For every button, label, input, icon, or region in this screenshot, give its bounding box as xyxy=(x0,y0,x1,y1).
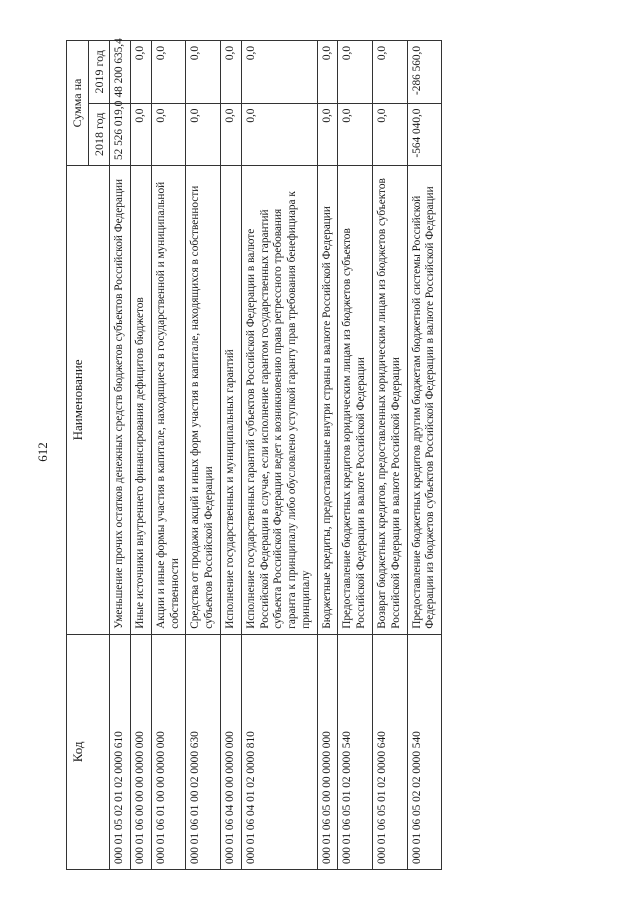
row-value-2018: 52 526 019,0 xyxy=(110,103,131,166)
row-value-2019: 0,0 xyxy=(338,41,373,104)
row-value-2019: 0,0 xyxy=(131,41,152,104)
row-value-2018: 0,0 xyxy=(317,103,338,166)
row-value-2018: 0,0 xyxy=(186,103,221,166)
row-value-2018: 0,0 xyxy=(220,103,241,166)
row-name: Предоставление бюджетных кредитов другим бюджетам бюджетной системы Российской Федерации из бюджетов субъектов Российской Федерации в валюте Российской Федерации xyxy=(407,166,442,635)
row-name: Исполнение государственных гарантий субъектов Российской Федерации в валюте Российской Федерации в случае, если исполнение гарантом государственных гарантий субъекта Российской Федерации ведет к возникновению права регрессного требования гаранта к принципалу либо обусловлено уступкой гаранту прав требования бенефициара к принципалу xyxy=(241,166,317,635)
row-value-2019: 0,0 xyxy=(241,41,317,104)
table-row xyxy=(338,41,373,870)
row-code: 000 01 06 01 00 02 0000 630 xyxy=(186,634,221,869)
row-name: Уменьшение прочих остатков денежных средств бюджетов субъектов Российской Федерации xyxy=(110,166,131,635)
row-value-2018: 0,0 xyxy=(241,103,317,166)
row-value-2019: 0,0 xyxy=(186,41,221,104)
row-value-2018: 0,0 xyxy=(131,103,152,166)
row-value-2018: 0,0 xyxy=(151,103,186,166)
row-name: Бюджетные кредиты, предоставленные внутри страны в валюте Российской Федерации xyxy=(317,166,338,635)
row-value-2019: 0,0 xyxy=(220,41,241,104)
page-number: 612 xyxy=(35,442,50,462)
table-row xyxy=(220,41,241,870)
header-sum: Сумма на xyxy=(67,41,89,166)
row-code: 000 01 06 04 00 00 0000 000 xyxy=(220,634,241,869)
row-code: 000 01 06 00 00 00 0000 000 xyxy=(131,634,152,869)
header-code: Код xyxy=(67,634,110,869)
table-row xyxy=(186,41,221,870)
table-row xyxy=(131,41,152,870)
row-value-2019: 0,0 xyxy=(151,41,186,104)
row-value-2019: 0,0 xyxy=(372,41,407,104)
row-name: Возврат бюджетных кредитов, предоставленных юридическим лицам из бюджетов субъектов Российской Федерации в валюте Российской Федерации xyxy=(372,166,407,635)
rotated-page-content xyxy=(66,40,586,870)
row-code: 000 01 06 05 02 02 0000 540 xyxy=(407,634,442,869)
row-name: Средства от продажи акций и иных форм участия в капитале, находящихся в собственности субъектов Российской Федерации xyxy=(186,166,221,635)
row-value-2019: -286 560,0 xyxy=(407,41,442,104)
row-name: Акции и иные формы участия в капитале, находящиеся в государственной и муниципальной собственности xyxy=(151,166,186,635)
row-name: Исполнение государственных и муниципальных гарантий xyxy=(220,166,241,635)
row-value-2018: 0,0 xyxy=(372,103,407,166)
table-row xyxy=(317,41,338,870)
table-body xyxy=(110,38,442,870)
row-code: 000 01 06 05 01 02 0000 540 xyxy=(338,634,373,869)
header-year-2018: 2018 год xyxy=(88,103,110,166)
row-value-2018: -564 040,0 xyxy=(407,103,442,166)
table-header xyxy=(67,41,110,870)
header-name: Наименование xyxy=(67,166,110,635)
row-code: 000 01 05 02 01 02 0000 610 xyxy=(110,634,131,869)
table-row xyxy=(407,41,442,870)
row-name: Предоставление бюджетных кредитов юридическим лицам из бюджетов субъектов Российской Федерации в валюте Российской Федерации xyxy=(338,166,373,635)
header-year-2019: 2019 год xyxy=(88,41,110,104)
budget-table xyxy=(66,40,442,870)
row-value-2019: 0,0 xyxy=(317,41,338,104)
row-value-2019: 48 200 635,4 xyxy=(110,41,131,104)
row-code: 000 01 06 05 00 00 0000 000 xyxy=(317,634,338,869)
row-code: 000 01 06 05 01 02 0000 640 xyxy=(372,634,407,869)
row-code: 000 01 06 01 00 00 0000 000 xyxy=(151,634,186,869)
table-row xyxy=(241,41,317,870)
table-row xyxy=(372,41,407,870)
table-row xyxy=(151,41,186,870)
table-row xyxy=(110,41,131,870)
row-name: Иные источники внутреннего финансирования дефицитов бюджетов xyxy=(131,166,152,635)
row-value-2018: 0,0 xyxy=(338,103,373,166)
row-code: 000 01 06 04 01 02 0000 810 xyxy=(241,634,317,869)
